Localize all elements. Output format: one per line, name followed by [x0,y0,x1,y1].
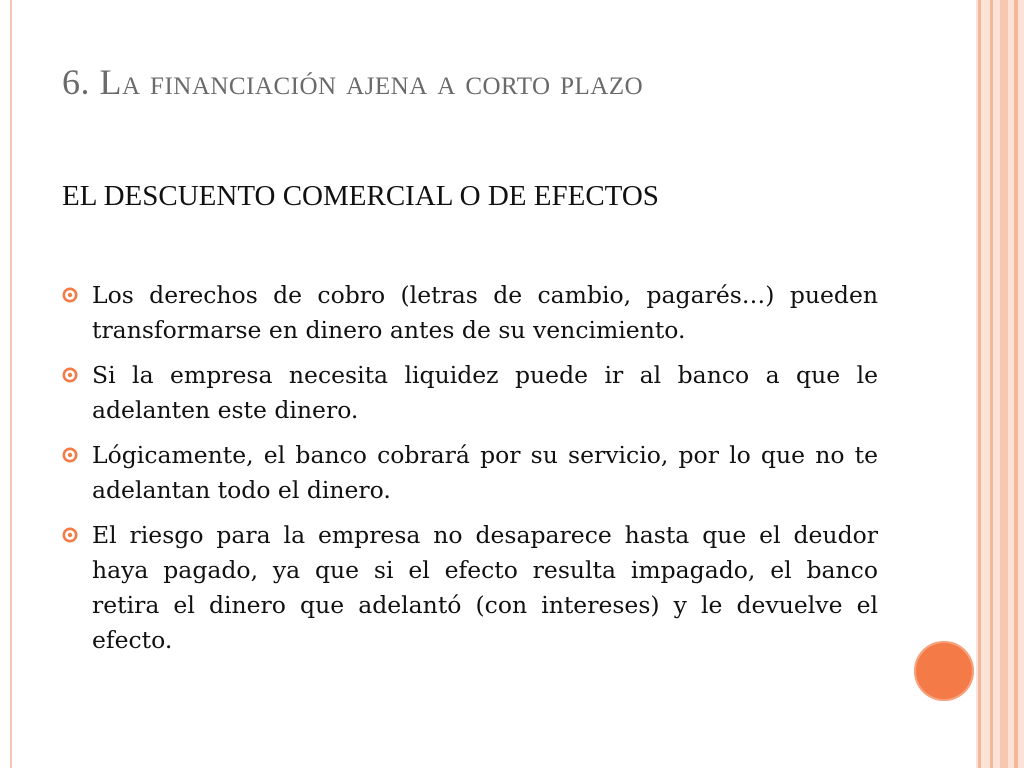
bullet-item [62,518,878,658]
bullet-item [62,278,878,348]
decorative-stripe [978,0,981,768]
bullet-text: Los derechos de cobro (letras de cambio, pagarés…) pueden transformarse en dinero antes de su vencimiento. [92,281,878,344]
orange-circle-bullet-icon [62,287,78,303]
left-border-line [10,0,12,768]
section-subtitle: EL DESCUENTO COMERCIAL O DE EFECTOS [62,180,659,212]
orange-circle-bullet-icon [62,447,78,463]
orange-circle-bullet-icon [62,527,78,543]
bullet-list [62,278,878,668]
orange-circle-bullet-icon [62,367,78,383]
bullet-text: El riesgo para la empresa no desaparece hasta que el deudor haya pagado, ya que si el efecto resulta impagado, el banco retira el dinero que adelantó (con intereses) y le devuelve el efecto. [92,521,878,654]
slide-title: 6. La financiación ajena a corto plazo [62,62,644,102]
bullet-item [62,438,878,508]
bullet-text: Si la empresa necesita liquidez puede ir al banco a que le adelanten este dinero. [92,361,878,424]
bullet-text: Lógicamente, el banco cobrará por su servicio, por lo que no te adelantan todo el dinero. [92,441,878,504]
decorative-orange-circle [914,641,974,701]
right-decorative-band [976,0,1024,768]
decorative-stripe [1014,0,1018,768]
decorative-stripe [1000,0,1008,768]
decorative-stripe [990,0,993,768]
bullet-item [62,358,878,428]
